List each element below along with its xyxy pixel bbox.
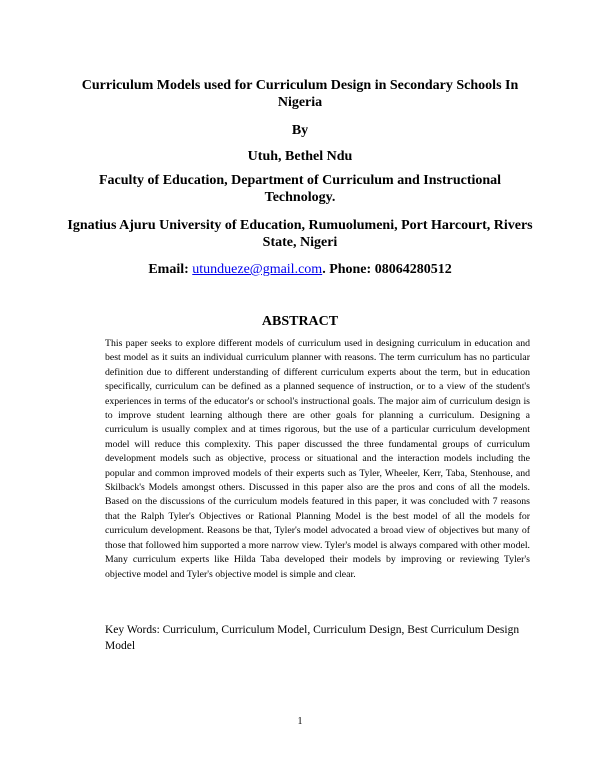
contact-line [0, 261, 600, 278]
email-label: Email: [148, 262, 193, 277]
phone-text: . Phone: 08064280512 [322, 262, 452, 277]
by-label: By [291, 123, 309, 138]
keywords: Key Words: Curriculum, Curriculum Model, Curriculum Design, Best Curriculum Design Model [105, 624, 520, 652]
author-name: Utuh, Bethel Ndu [247, 149, 353, 164]
paper-title: Curriculum Models used for Curriculum Design in Secondary Schools In Nigeria [81, 78, 519, 110]
abstract-body: This paper seeks to explore different models of curriculum used in designing curriculum in education and best model as it suits an individual curriculum planner with reasons. The term curriculum has no particular definition due to different understanding of different curriculum experts about the term, but in education specifically, curriculum can be defined as a planned sequence of instruction, or to a view of the student's experiences in terms of the educator's or school's instructional goals. The major aim of curriculum design is to improve student learning although there are other goals for planning a curriculum. Designing a curriculum is usually complex and at times rigorous, but the use of a particular curriculum development model will reduce this complexity. This paper discussed the three fundamental groups of curriculum development models such as objective, process or situational and the interaction models including the popular and common improved models of their experts such as Tyler, Wheeler, Kerr, Taba, Stenhouse, and Skilback's Models amongst others. Discussed in this paper also are the pros and cons of all the models. Based on the discussions of the curriculum models featured in this paper, it was concluded with 7 reasons that the Ralph Tyler's Objectives or Rational Planning Model is the best model of all the models for curriculum development. Reasons be that, Tyler's model advocated a broad view of objectives but many of those that followed him supported a more narrow view. Tyler's model is always compared with other model. Many curriculum experts like Hilda Taba developed their models by improving or reviewing Tyler's objective model and Tyler's objective model is simple and clear. [105, 338, 530, 580]
page-number: 1 [297, 716, 303, 727]
email-link[interactable]: utundueze@gmail.com [192, 262, 323, 277]
university-affiliation: Ignatius Ajuru University of Education, Rumuolumeni, Port Harcourt, Rivers State, Nigeri [67, 218, 533, 250]
abstract-heading: ABSTRACT [261, 314, 339, 329]
faculty-affiliation: Faculty of Education, Department of Curriculum and Instructional Technology. [98, 173, 502, 205]
